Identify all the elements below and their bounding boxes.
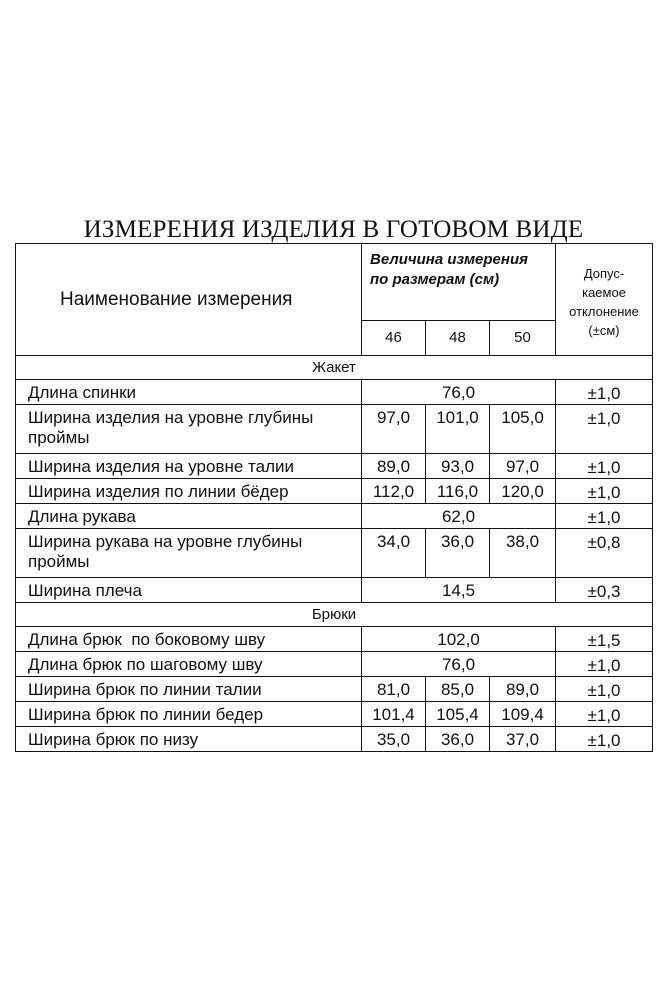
- value-size-48: 105,4: [426, 702, 490, 727]
- measurement-name-line1: Ширина изделия на уровне глубины: [28, 408, 314, 427]
- value-size-48: 85,0: [426, 677, 490, 702]
- table-row: [16, 652, 653, 677]
- table-row: [16, 677, 653, 702]
- value-size-46: 112,0: [362, 479, 426, 504]
- measurement-name: [16, 677, 362, 702]
- table-row: [16, 529, 653, 578]
- table-row: [16, 627, 653, 652]
- measurement-name-line2: проймы: [28, 552, 90, 571]
- header-sizes-line2: по размерам (см): [370, 271, 500, 288]
- measurement-name-line1: Ширина изделия на уровне талии: [28, 457, 295, 476]
- value-size-46: 35,0: [362, 727, 426, 752]
- measurement-name-line1: Ширина брюк по низу: [28, 730, 199, 749]
- tolerance-value: ±1,0: [556, 405, 653, 454]
- header-tolerance-line4: (±см): [588, 323, 620, 338]
- value-size-50: 105,0: [490, 405, 556, 454]
- tolerance-value: ±1,0: [556, 652, 653, 677]
- table-row: [16, 727, 653, 752]
- tolerance-value: ±1,0: [556, 702, 653, 727]
- value-size-50: 109,4: [490, 702, 556, 727]
- section-title: Жакет: [16, 356, 653, 380]
- value-size-50: 89,0: [490, 677, 556, 702]
- header-sizes: [362, 244, 556, 321]
- measurement-name-line1: Ширина брюк по линии бедер: [28, 705, 264, 724]
- value-all-sizes: 76,0: [362, 652, 556, 677]
- size-50: 50: [490, 321, 556, 356]
- measurement-name: [16, 405, 362, 454]
- size-46: 46: [362, 321, 426, 356]
- measurement-name: [16, 529, 362, 578]
- table-row: [16, 405, 653, 454]
- value-size-50: 38,0: [490, 529, 556, 578]
- table-row: [16, 380, 653, 405]
- value-size-48: 116,0: [426, 479, 490, 504]
- header-tolerance-line1: Допус-: [583, 266, 625, 281]
- value-all-sizes: 102,0: [362, 627, 556, 652]
- measurement-name: [16, 504, 362, 529]
- table-row: [16, 702, 653, 727]
- measurement-name: [16, 702, 362, 727]
- value-size-46: 97,0: [362, 405, 426, 454]
- table-row: [16, 479, 653, 504]
- measurement-name-line1: Длина рукава: [28, 507, 136, 526]
- tolerance-value: ±1,0: [556, 677, 653, 702]
- measurement-name: [16, 380, 362, 405]
- measurement-name: [16, 578, 362, 603]
- header-sizes-line1: Величина измерения: [370, 251, 528, 268]
- value-size-50: 120,0: [490, 479, 556, 504]
- header-tolerance-line2: каемое: [582, 285, 626, 300]
- table-row: [16, 504, 653, 529]
- measurement-name-line1: Длина брюк по боковому шву: [28, 630, 266, 649]
- tolerance-value: ±1,0: [556, 479, 653, 504]
- measurement-name: [16, 454, 362, 479]
- value-size-46: 101,4: [362, 702, 426, 727]
- tolerance-value: ±1,0: [556, 727, 653, 752]
- value-size-46: 81,0: [362, 677, 426, 702]
- value-size-46: 34,0: [362, 529, 426, 578]
- value-size-50: 37,0: [490, 727, 556, 752]
- value-size-46: 89,0: [362, 454, 426, 479]
- value-size-48: 93,0: [426, 454, 490, 479]
- measurement-name-line1: Длина брюк по шаговому шву: [28, 655, 263, 674]
- tolerance-value: ±1,0: [556, 380, 653, 405]
- measurement-name-line1: Ширина плеча: [28, 581, 142, 600]
- value-size-48: 101,0: [426, 405, 490, 454]
- measurement-name: [16, 727, 362, 752]
- value-size-48: 36,0: [426, 529, 490, 578]
- tolerance-value: ±1,0: [556, 504, 653, 529]
- measurement-name: [16, 627, 362, 652]
- size-48: 48: [426, 321, 490, 356]
- measurement-name-line2: проймы: [28, 428, 90, 447]
- value-size-50: 97,0: [490, 454, 556, 479]
- page-title: ИЗМЕРЕНИЯ ИЗДЕЛИЯ В ГОТОВОМ ВИДЕ: [83, 216, 584, 243]
- tolerance-value: ±1,5: [556, 627, 653, 652]
- tolerance-value: ±0,8: [556, 529, 653, 578]
- header-measurement-name: Наименование измерения: [16, 244, 362, 356]
- section-row: [16, 356, 653, 380]
- header-tolerance: [556, 244, 653, 356]
- tolerance-value: ±0,3: [556, 578, 653, 603]
- measurement-name-line1: Ширина брюк по линии талии: [28, 680, 262, 699]
- measurements-table: [15, 243, 653, 752]
- tolerance-value: ±1,0: [556, 454, 653, 479]
- measurement-name: [16, 479, 362, 504]
- value-all-sizes: 14,5: [362, 578, 556, 603]
- section-title: Брюки: [16, 603, 653, 627]
- header-tolerance-line3: отклонение: [569, 304, 639, 319]
- measurement-name-line1: Длина спинки: [28, 383, 137, 402]
- measurement-name-line1: Ширина изделия по линии бёдер: [28, 482, 289, 501]
- value-all-sizes: 62,0: [362, 504, 556, 529]
- measurement-name: [16, 652, 362, 677]
- measurement-name-line1: Ширина рукава на уровне глубины: [28, 532, 303, 551]
- table-row: [16, 454, 653, 479]
- value-size-48: 36,0: [426, 727, 490, 752]
- value-all-sizes: 76,0: [362, 380, 556, 405]
- section-row: [16, 603, 653, 627]
- table-row: [16, 578, 653, 603]
